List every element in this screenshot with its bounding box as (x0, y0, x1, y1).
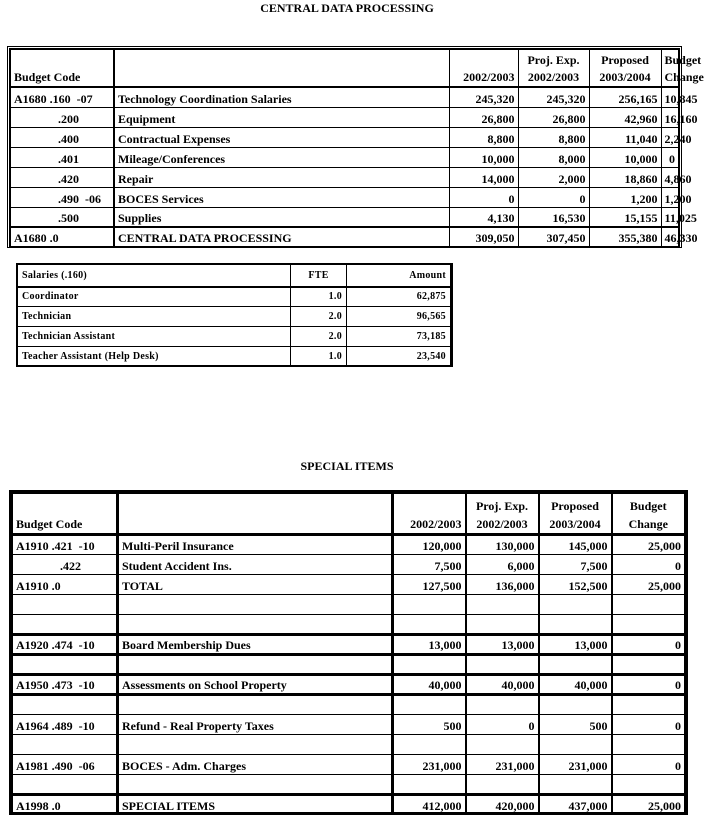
description-cell: Assessments on School Property (118, 675, 393, 695)
header-2002-2003 (449, 49, 518, 87)
description-cell: Contractual Expenses (114, 127, 449, 147)
change-cell: 0 (612, 635, 685, 655)
header-description (114, 49, 449, 87)
proposed-cell: 355,380 (589, 227, 661, 247)
proj-exp-cell: 136,000 (466, 575, 539, 595)
description-cell: Supplies (114, 207, 449, 227)
actual-cell: 120,000 (393, 535, 466, 555)
table-row (10, 167, 679, 187)
header-line2: 2002/2003 (476, 517, 528, 531)
section-title-central-data-processing: CENTRAL DATA PROCESSING (260, 1, 434, 15)
proposed-cell (539, 735, 612, 755)
proposed-cell: 11,040 (589, 127, 661, 147)
proj-exp-cell: 130,000 (466, 535, 539, 555)
fte-cell: 2.0 (291, 327, 347, 347)
proposed-cell: 500 (539, 715, 612, 735)
table-row (10, 147, 679, 167)
description-cell: TOTAL (118, 575, 393, 595)
header-line2: 2002/2003 (527, 70, 580, 84)
table-row (13, 675, 685, 695)
header-amount: Amount (347, 265, 451, 287)
proj-exp-cell: 420,000 (466, 795, 539, 815)
salaries-table (17, 264, 451, 367)
header-budget-change (612, 494, 685, 535)
actual-cell: 0 (449, 187, 518, 207)
proj-exp-cell: 307,450 (518, 227, 589, 247)
proposed-cell: 1,200 (589, 187, 661, 207)
proj-exp-cell (466, 735, 539, 755)
budget-code-cell: A1910 .421 -10 (13, 535, 118, 555)
budget-code-cell: .401 (10, 147, 114, 167)
description-cell: Mileage/Conferences (114, 147, 449, 167)
actual-cell (393, 655, 466, 675)
budget-code-cell: .500 (10, 207, 114, 227)
proj-exp-cell: 16,530 (518, 207, 589, 227)
description-cell: Equipment (114, 107, 449, 127)
budget-code-cell: A1920 .474 -10 (13, 635, 118, 655)
description-cell: Student Accident Ins. (118, 555, 393, 575)
actual-cell: 309,050 (449, 227, 518, 247)
table-header-row (13, 494, 685, 535)
table-total-row (10, 227, 679, 247)
proj-exp-cell (466, 695, 539, 715)
budget-code-cell: A1981 .490 -06 (13, 755, 118, 775)
header-line1: Proposed (601, 53, 649, 67)
proposed-cell (539, 615, 612, 635)
header-2002-2003: 2002/2003 (393, 494, 466, 535)
change-cell (612, 655, 685, 675)
change-cell: 10,845 (661, 87, 679, 107)
description-cell (118, 695, 393, 715)
actual-cell (393, 695, 466, 715)
description-cell: Repair (114, 167, 449, 187)
change-cell: 1,200 (661, 187, 679, 207)
proposed-cell: 256,165 (589, 87, 661, 107)
description-cell (118, 775, 393, 795)
change-cell (612, 595, 685, 615)
actual-cell: 13,000 (393, 635, 466, 655)
proposed-cell (539, 595, 612, 615)
budget-code-cell (13, 735, 118, 755)
change-cell (612, 695, 685, 715)
table-row (10, 107, 679, 127)
budget-code-cell: .400 (10, 127, 114, 147)
fte-cell: 2.0 (291, 307, 347, 327)
header-proposed (589, 49, 661, 87)
change-cell: 0 (612, 675, 685, 695)
change-cell: 4,860 (661, 167, 679, 187)
header-budget-code: Budget Code (10, 49, 114, 87)
actual-cell: 26,800 (449, 107, 518, 127)
actual-cell: 8,800 (449, 127, 518, 147)
central-data-processing-table-frame (7, 46, 704, 248)
change-cell: 25,000 (612, 575, 685, 595)
change-cell (612, 615, 685, 635)
header-text: 2002/2003 (463, 70, 515, 84)
budget-code-cell (13, 655, 118, 675)
budget-code-cell: .420 (10, 167, 114, 187)
proj-exp-cell (466, 655, 539, 675)
budget-code-cell: A1950 .473 -10 (13, 675, 118, 695)
salaries-table-frame (16, 263, 453, 367)
actual-cell (393, 595, 466, 615)
header-line2: 2003/2004 (599, 70, 651, 84)
proj-exp-cell: 0 (518, 187, 589, 207)
change-cell: 0 (661, 147, 679, 167)
change-cell (612, 775, 685, 795)
proj-exp-cell (466, 615, 539, 635)
proj-exp-cell: 6,000 (466, 555, 539, 575)
table-row (13, 535, 685, 555)
position-cell: Coordinator (18, 287, 291, 307)
table-row (13, 715, 685, 735)
proj-exp-cell: 2,000 (518, 167, 589, 187)
table-total-row (13, 795, 685, 815)
change-cell: 25,000 (612, 535, 685, 555)
proposed-cell (539, 695, 612, 715)
actual-cell (393, 775, 466, 795)
table-header-row (10, 49, 679, 87)
budget-code-cell (13, 695, 118, 715)
proj-exp-cell: 40,000 (466, 675, 539, 695)
special-items-table (12, 493, 685, 815)
header-line1: Budget (664, 53, 702, 67)
header-line1: Proj. Exp. (527, 53, 580, 67)
proj-exp-cell: 26,800 (518, 107, 589, 127)
salaries-row (18, 287, 451, 307)
proposed-cell: 7,500 (539, 555, 612, 575)
description-cell (118, 735, 393, 755)
special-items-table-frame (9, 490, 688, 815)
proj-exp-cell: 8,000 (518, 147, 589, 167)
budget-code-cell (13, 595, 118, 615)
table-row (10, 207, 679, 227)
position-cell: Technician Assistant (18, 327, 291, 347)
actual-cell: 40,000 (393, 675, 466, 695)
proposed-cell (539, 655, 612, 675)
position-cell: Teacher Assistant (Help Desk) (18, 347, 291, 367)
description-cell: CENTRAL DATA PROCESSING (114, 227, 449, 247)
header-budget-change (661, 49, 704, 87)
proposed-cell: 231,000 (539, 755, 612, 775)
budget-code-cell: A1964 .489 -10 (13, 715, 118, 735)
proposed-cell: 42,960 (589, 107, 661, 127)
header-line2: 2003/2004 (549, 517, 601, 531)
description-cell: Board Membership Dues (118, 635, 393, 655)
header-budget-code: Budget Code (13, 494, 118, 535)
amount-cell: 23,540 (347, 347, 451, 367)
header-proj-exp (466, 494, 539, 535)
description-cell: Refund - Real Property Taxes (118, 715, 393, 735)
proposed-cell: 437,000 (539, 795, 612, 815)
table-row (10, 127, 679, 147)
section-title-special-items: SPECIAL ITEMS (300, 459, 394, 473)
table-row (10, 187, 679, 207)
proj-exp-cell: 13,000 (466, 635, 539, 655)
budget-code-cell: .422 (13, 555, 118, 575)
table-row (13, 555, 685, 575)
table-row (10, 87, 679, 107)
table-row-empty (13, 595, 685, 615)
proj-exp-cell: 245,320 (518, 87, 589, 107)
description-cell (118, 655, 393, 675)
proposed-cell: 18,860 (589, 167, 661, 187)
actual-cell: 500 (393, 715, 466, 735)
position-cell: Technician (18, 307, 291, 327)
budget-code-cell: A1910 .0 (13, 575, 118, 595)
header-line1: Budget (629, 499, 667, 513)
change-cell: 16,160 (661, 107, 679, 127)
change-cell: 46,330 (661, 227, 679, 247)
proj-exp-cell (466, 775, 539, 795)
change-cell: 11,025 (661, 207, 679, 227)
actual-cell (393, 735, 466, 755)
proj-exp-cell: 8,800 (518, 127, 589, 147)
central-data-processing-table (9, 48, 704, 248)
header-salaries: Salaries (.160) (18, 265, 291, 287)
description-cell: BOCES Services (114, 187, 449, 207)
description-cell: Technology Coordination Salaries (114, 87, 449, 107)
amount-cell: 62,875 (347, 287, 451, 307)
proposed-cell: 152,500 (539, 575, 612, 595)
budget-code-cell: .200 (10, 107, 114, 127)
proposed-cell (539, 775, 612, 795)
change-cell (612, 735, 685, 755)
actual-cell: 4,130 (449, 207, 518, 227)
salaries-row (18, 347, 451, 367)
budget-code-cell: A1680 .0 (10, 227, 114, 247)
actual-cell: 7,500 (393, 555, 466, 575)
amount-cell: 73,185 (347, 327, 451, 347)
salaries-row (18, 307, 451, 327)
table-row-empty (13, 655, 685, 675)
table-row-empty (13, 775, 685, 795)
change-cell: 25,000 (612, 795, 685, 815)
proposed-cell: 40,000 (539, 675, 612, 695)
proposed-cell: 13,000 (539, 635, 612, 655)
budget-code-cell: A1680 .160 -07 (10, 87, 114, 107)
header-line2: Change (628, 517, 668, 531)
fte-cell: 1.0 (291, 347, 347, 367)
actual-cell: 14,000 (449, 167, 518, 187)
actual-cell: 231,000 (393, 755, 466, 775)
table-row-empty (13, 695, 685, 715)
budget-code-cell: .490 -06 (10, 187, 114, 207)
table-row-empty (13, 735, 685, 755)
header-line1: Proj. Exp. (475, 499, 529, 513)
header-fte: FTE (291, 265, 347, 287)
change-cell: 0 (612, 715, 685, 735)
budget-code-cell: A1998 .0 (13, 795, 118, 815)
salaries-header-row (18, 265, 451, 287)
header-line1: Proposed (551, 499, 599, 513)
actual-cell: 245,320 (449, 87, 518, 107)
proposed-cell: 10,000 (589, 147, 661, 167)
table-row (13, 575, 685, 595)
header-proposed (539, 494, 612, 535)
table-row (13, 635, 685, 655)
header-line2: Change (664, 70, 704, 84)
fte-cell: 1.0 (291, 287, 347, 307)
salaries-row (18, 327, 451, 347)
proj-exp-cell: 0 (466, 715, 539, 735)
table-row (13, 755, 685, 775)
proj-exp-cell (466, 595, 539, 615)
description-cell (118, 595, 393, 615)
proposed-cell: 145,000 (539, 535, 612, 555)
description-cell: BOCES - Adm. Charges (118, 755, 393, 775)
actual-cell: 10,000 (449, 147, 518, 167)
table-row-empty (13, 615, 685, 635)
description-cell: Multi-Peril Insurance (118, 535, 393, 555)
header-proj-exp (518, 49, 589, 87)
actual-cell: 127,500 (393, 575, 466, 595)
proposed-cell: 15,155 (589, 207, 661, 227)
actual-cell: 412,000 (393, 795, 466, 815)
description-cell (118, 615, 393, 635)
proj-exp-cell: 231,000 (466, 755, 539, 775)
change-cell: 2,240 (661, 127, 679, 147)
amount-cell: 96,565 (347, 307, 451, 327)
description-cell: SPECIAL ITEMS (118, 795, 393, 815)
budget-code-cell (13, 775, 118, 795)
change-cell: 0 (612, 555, 685, 575)
actual-cell (393, 615, 466, 635)
budget-code-cell (13, 615, 118, 635)
header-description (118, 494, 393, 535)
change-cell: 0 (612, 755, 685, 775)
